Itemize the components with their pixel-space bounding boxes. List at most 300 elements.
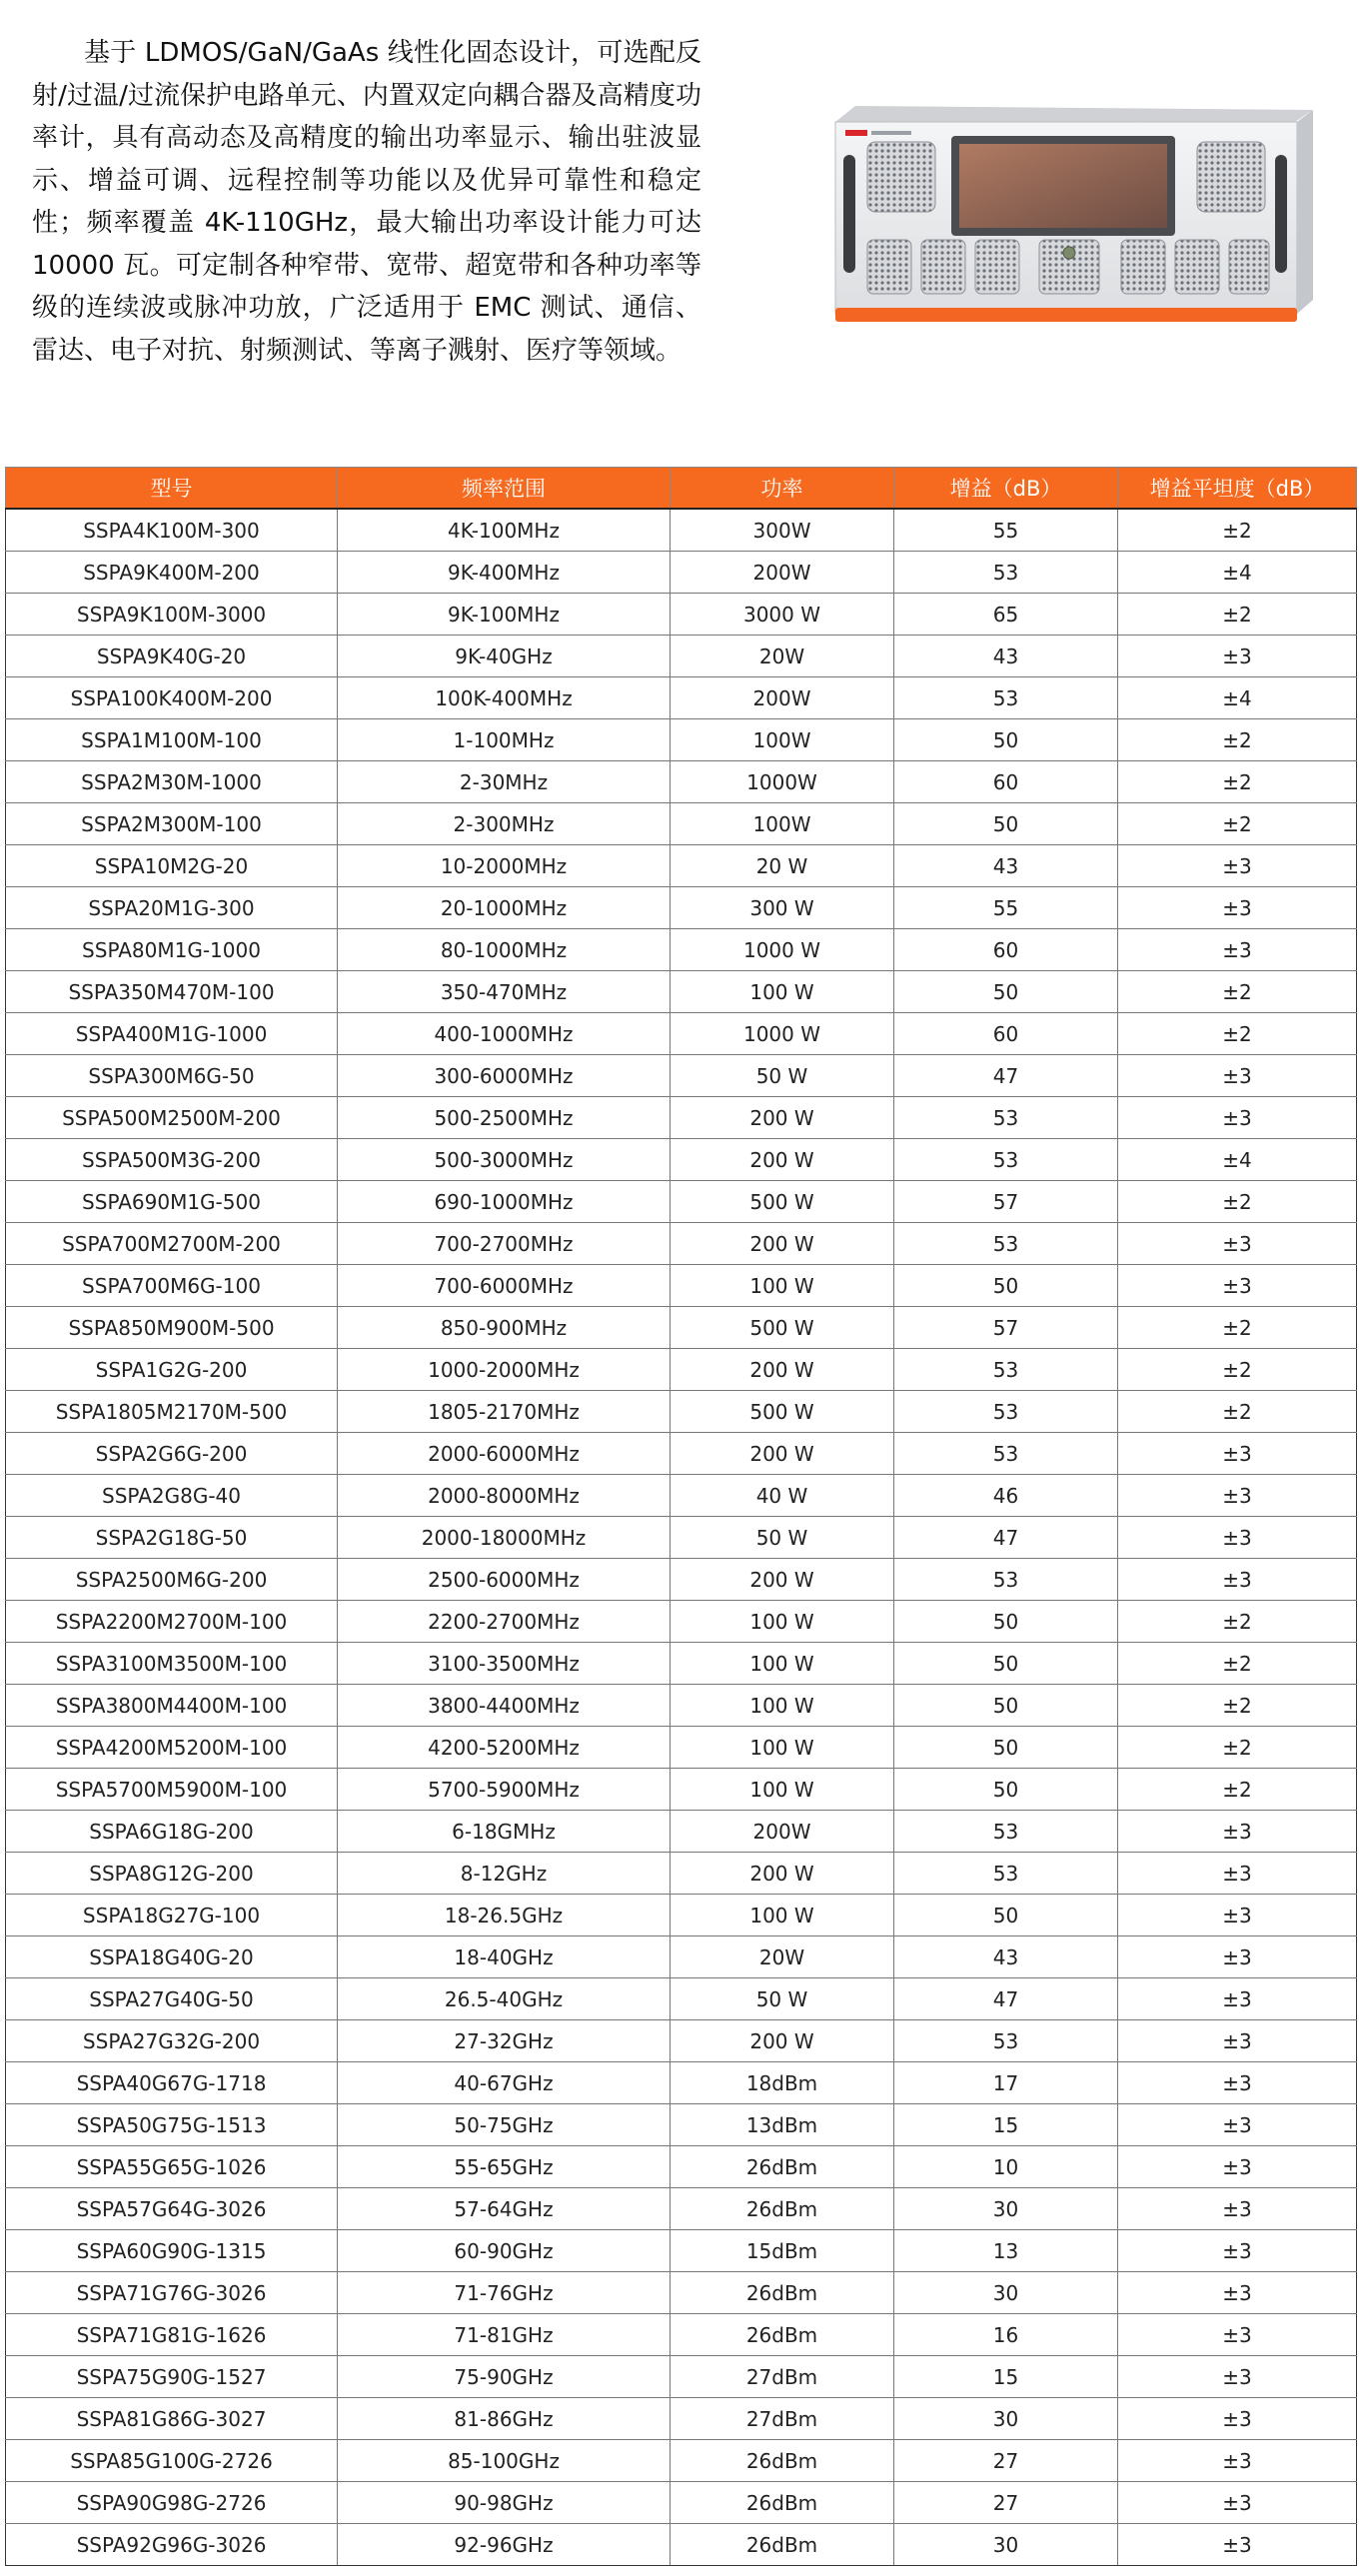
cell-gain: 27 — [894, 2482, 1118, 2524]
cell-frequency-range: 85-100GHz — [338, 2440, 671, 2482]
chassis-top — [835, 106, 1313, 122]
cell-gain: 50 — [894, 1727, 1118, 1769]
cell-gain-flatness: ±2 — [1118, 509, 1357, 552]
cell-gain-flatness: ±2 — [1118, 1643, 1357, 1685]
cell-gain: 50 — [894, 1265, 1118, 1307]
cell-gain: 13 — [894, 2230, 1118, 2272]
table-body — [6, 509, 1357, 2566]
cell-gain-flatness: ±3 — [1118, 2398, 1357, 2440]
table-row — [6, 2272, 1357, 2314]
amplifier-chassis-image — [825, 100, 1315, 330]
product-spec-table — [5, 467, 1357, 2566]
table-row — [6, 509, 1357, 552]
cell-power: 100 W — [671, 1769, 894, 1811]
cell-power: 200W — [671, 552, 894, 594]
table-row — [6, 803, 1357, 845]
cell-model: SSPA850M900M-500 — [6, 1307, 338, 1349]
cell-gain-flatness: ±2 — [1118, 594, 1357, 636]
cell-power: 100W — [671, 803, 894, 845]
cell-gain: 50 — [894, 803, 1118, 845]
table-row — [6, 1685, 1357, 1727]
cell-power: 26dBm — [671, 2188, 894, 2230]
cell-gain: 30 — [894, 2188, 1118, 2230]
cell-model: SSPA18G40G-20 — [6, 1936, 338, 1978]
cell-model: SSPA90G98G-2726 — [6, 2482, 338, 2524]
cell-power: 100 W — [671, 1601, 894, 1643]
cell-model: SSPA5700M5900M-100 — [6, 1769, 338, 1811]
table-row — [6, 1853, 1357, 1895]
cell-gain-flatness: ±3 — [1118, 1895, 1357, 1936]
cell-gain-flatness: ±3 — [1118, 2146, 1357, 2188]
table-row — [6, 719, 1357, 761]
cell-gain-flatness: ±2 — [1118, 803, 1357, 845]
cell-gain: 27 — [894, 2440, 1118, 2482]
cell-gain-flatness: ±3 — [1118, 1475, 1357, 1517]
cell-gain: 60 — [894, 929, 1118, 971]
cell-frequency-range: 71-81GHz — [338, 2314, 671, 2356]
table-row — [6, 2398, 1357, 2440]
vent-grille — [1197, 142, 1265, 212]
cell-model: SSPA27G40G-50 — [6, 1978, 338, 2020]
cell-power: 50 W — [671, 1978, 894, 2020]
table-row — [6, 2230, 1357, 2272]
cell-power: 26dBm — [671, 2146, 894, 2188]
table-row — [6, 1936, 1357, 1978]
cell-gain: 53 — [894, 552, 1118, 594]
table-row — [6, 1811, 1357, 1853]
cell-frequency-range: 2-300MHz — [338, 803, 671, 845]
table-row — [6, 971, 1357, 1013]
cell-gain-flatness: ±3 — [1118, 887, 1357, 929]
cell-gain-flatness: ±3 — [1118, 845, 1357, 887]
table-row — [6, 2188, 1357, 2230]
cell-model: SSPA50G75G-1513 — [6, 2104, 338, 2146]
cell-frequency-range: 2200-2700MHz — [338, 1601, 671, 1643]
cell-gain-flatness: ±3 — [1118, 2482, 1357, 2524]
cell-frequency-range: 27-32GHz — [338, 2020, 671, 2062]
table-row — [6, 1978, 1357, 2020]
cell-frequency-range: 9K-40GHz — [338, 636, 671, 677]
cell-model: SSPA18G27G-100 — [6, 1895, 338, 1936]
cell-gain: 53 — [894, 1391, 1118, 1433]
cell-gain: 55 — [894, 509, 1118, 552]
table-row — [6, 594, 1357, 636]
cell-model: SSPA2500M6G-200 — [6, 1559, 338, 1601]
cell-gain-flatness: ±3 — [1118, 1055, 1357, 1097]
cell-power: 100 W — [671, 1895, 894, 1936]
cell-gain-flatness: ±2 — [1118, 1349, 1357, 1391]
cell-gain-flatness: ±3 — [1118, 2524, 1357, 2566]
cell-gain: 50 — [894, 1895, 1118, 1936]
table-row — [6, 677, 1357, 719]
table-row — [6, 2062, 1357, 2104]
cell-power: 500 W — [671, 1307, 894, 1349]
cell-gain-flatness: ±3 — [1118, 1097, 1357, 1139]
cell-gain: 47 — [894, 1055, 1118, 1097]
cell-power: 26dBm — [671, 2482, 894, 2524]
cell-model: SSPA1805M2170M-500 — [6, 1391, 338, 1433]
cell-power: 500 W — [671, 1391, 894, 1433]
cell-gain-flatness: ±2 — [1118, 1013, 1357, 1055]
cell-power: 100 W — [671, 1265, 894, 1307]
cell-model: SSPA1G2G-200 — [6, 1349, 338, 1391]
cell-frequency-range: 60-90GHz — [338, 2230, 671, 2272]
cell-frequency-range: 700-2700MHz — [338, 1223, 671, 1265]
vent-grille — [1229, 240, 1269, 294]
vent-grille — [1121, 240, 1165, 294]
cell-gain-flatness: ±3 — [1118, 1517, 1357, 1559]
cell-frequency-range: 4200-5200MHz — [338, 1727, 671, 1769]
cell-frequency-range: 4K-100MHz — [338, 509, 671, 552]
cell-frequency-range: 50-75GHz — [338, 2104, 671, 2146]
cell-gain-flatness: ±3 — [1118, 1853, 1357, 1895]
cell-model: SSPA71G81G-1626 — [6, 2314, 338, 2356]
cell-gain-flatness: ±4 — [1118, 677, 1357, 719]
table-header-row — [6, 468, 1357, 510]
cell-gain-flatness: ±3 — [1118, 2230, 1357, 2272]
cell-frequency-range: 40-67GHz — [338, 2062, 671, 2104]
cell-gain: 53 — [894, 1223, 1118, 1265]
cell-gain-flatness: ±4 — [1118, 552, 1357, 594]
brand-logo — [845, 130, 867, 136]
cell-gain: 17 — [894, 2062, 1118, 2104]
table-row — [6, 1433, 1357, 1475]
cell-frequency-range: 850-900MHz — [338, 1307, 671, 1349]
cell-gain: 50 — [894, 1643, 1118, 1685]
cell-frequency-range: 400-1000MHz — [338, 1013, 671, 1055]
lcd-screen — [959, 144, 1167, 228]
cell-gain-flatness: ±3 — [1118, 1559, 1357, 1601]
cell-frequency-range: 55-65GHz — [338, 2146, 671, 2188]
cell-power: 18dBm — [671, 2062, 894, 2104]
cell-model: SSPA9K400M-200 — [6, 552, 338, 594]
cell-model: SSPA8G12G-200 — [6, 1853, 338, 1895]
cell-power: 100 W — [671, 1727, 894, 1769]
header-gain-flatness: 增益平坦度（dB） — [1118, 468, 1357, 510]
cell-gain: 53 — [894, 1097, 1118, 1139]
cell-gain: 50 — [894, 971, 1118, 1013]
cell-model: SSPA80M1G-1000 — [6, 929, 338, 971]
cell-gain: 53 — [894, 677, 1118, 719]
cell-model: SSPA300M6G-50 — [6, 1055, 338, 1097]
table-row — [6, 1769, 1357, 1811]
cell-power: 26dBm — [671, 2314, 894, 2356]
table-row — [6, 1265, 1357, 1307]
cell-gain-flatness: ±3 — [1118, 636, 1357, 677]
cell-model: SSPA92G96G-3026 — [6, 2524, 338, 2566]
cell-model: SSPA57G64G-3026 — [6, 2188, 338, 2230]
cell-frequency-range: 1000-2000MHz — [338, 1349, 671, 1391]
cell-power: 1000 W — [671, 929, 894, 971]
header-frequency-range: 频率范围 — [338, 468, 671, 510]
cell-power: 300 W — [671, 887, 894, 929]
cell-gain: 50 — [894, 1685, 1118, 1727]
cell-frequency-range: 2000-8000MHz — [338, 1475, 671, 1517]
cell-gain: 46 — [894, 1475, 1118, 1517]
cell-power: 200 W — [671, 1139, 894, 1181]
cell-model: SSPA85G100G-2726 — [6, 2440, 338, 2482]
cell-gain-flatness: ±2 — [1118, 1769, 1357, 1811]
left-handle — [843, 155, 855, 273]
cell-model: SSPA500M2500M-200 — [6, 1097, 338, 1139]
cell-gain-flatness: ±3 — [1118, 2020, 1357, 2062]
cell-model: SSPA6G18G-200 — [6, 1811, 338, 1853]
cell-gain: 30 — [894, 2272, 1118, 2314]
table-row — [6, 845, 1357, 887]
cell-power: 100 W — [671, 1643, 894, 1685]
cell-frequency-range: 3100-3500MHz — [338, 1643, 671, 1685]
cell-gain: 53 — [894, 1139, 1118, 1181]
cell-gain: 53 — [894, 1811, 1118, 1853]
cell-gain: 43 — [894, 636, 1118, 677]
product-description: 基于 LDMOS/GaN/GaAs 线性化固态设计，可选配反射/过温/过流保护电路单元、内置双定向耦合器及高精度功率计，具有高动态及高精度的输出功率显示、输出驻波显示、增益可调、远程控制等功能以及优异可靠性和稳定性；频率覆盖 4K-110GHz，最大输出功率设计能力可达 10000 瓦。可定制各种窄带、宽带、超宽带和各种功率等级的连续波或脉冲功放，广泛适用于 EMC 测试、通信、雷达、电子对抗、射频测试、等离子溅射、医疗等领域。 — [32, 38, 701, 366]
cell-gain: 50 — [894, 1601, 1118, 1643]
cell-frequency-range: 100K-400MHz — [338, 677, 671, 719]
cell-gain: 43 — [894, 1936, 1118, 1978]
cell-power: 20 W — [671, 845, 894, 887]
cell-model: SSPA4200M5200M-100 — [6, 1727, 338, 1769]
table-row — [6, 2482, 1357, 2524]
table-row — [6, 552, 1357, 594]
cell-frequency-range: 500-3000MHz — [338, 1139, 671, 1181]
cell-model: SSPA2G8G-40 — [6, 1475, 338, 1517]
cell-power: 1000 W — [671, 1013, 894, 1055]
cell-frequency-range: 9K-100MHz — [338, 594, 671, 636]
cell-power: 13dBm — [671, 2104, 894, 2146]
cell-model: SSPA75G90G-1527 — [6, 2356, 338, 2398]
cell-gain: 43 — [894, 845, 1118, 887]
cell-power: 26dBm — [671, 2272, 894, 2314]
table-row — [6, 1643, 1357, 1685]
table-row — [6, 636, 1357, 677]
cell-frequency-range: 26.5-40GHz — [338, 1978, 671, 2020]
cell-gain: 15 — [894, 2104, 1118, 2146]
cell-gain: 60 — [894, 1013, 1118, 1055]
vent-grille — [1175, 240, 1219, 294]
cell-power: 200W — [671, 1811, 894, 1853]
cell-frequency-range: 690-1000MHz — [338, 1181, 671, 1223]
cell-model: SSPA40G67G-1718 — [6, 2062, 338, 2104]
vent-grille — [975, 240, 1019, 294]
table-row — [6, 2314, 1357, 2356]
cell-power: 3000 W — [671, 594, 894, 636]
cell-gain: 53 — [894, 2020, 1118, 2062]
cell-frequency-range: 90-98GHz — [338, 2482, 671, 2524]
vent-grille — [867, 142, 935, 212]
cell-gain-flatness: ±2 — [1118, 1685, 1357, 1727]
cell-power: 100 W — [671, 971, 894, 1013]
cell-frequency-range: 20-1000MHz — [338, 887, 671, 929]
cell-model: SSPA81G86G-3027 — [6, 2398, 338, 2440]
cell-model: SSPA20M1G-300 — [6, 887, 338, 929]
cell-model: SSPA690M1G-500 — [6, 1181, 338, 1223]
table-row — [6, 2020, 1357, 2062]
cell-gain: 50 — [894, 719, 1118, 761]
cell-gain-flatness: ±4 — [1118, 1139, 1357, 1181]
header-model: 型号 — [6, 468, 338, 510]
cell-power: 200W — [671, 677, 894, 719]
cell-model: SSPA400M1G-1000 — [6, 1013, 338, 1055]
cell-gain-flatness: ±3 — [1118, 2356, 1357, 2398]
table-row — [6, 1391, 1357, 1433]
cell-power: 1000W — [671, 761, 894, 803]
cell-gain: 53 — [894, 1853, 1118, 1895]
cell-power: 200 W — [671, 1349, 894, 1391]
cell-frequency-range: 8-12GHz — [338, 1853, 671, 1895]
cell-model: SSPA100K400M-200 — [6, 677, 338, 719]
cell-gain: 53 — [894, 1349, 1118, 1391]
cell-gain-flatness: ±2 — [1118, 1391, 1357, 1433]
cell-frequency-range: 92-96GHz — [338, 2524, 671, 2566]
cell-frequency-range: 81-86GHz — [338, 2398, 671, 2440]
table-row — [6, 1517, 1357, 1559]
table-row — [6, 1013, 1357, 1055]
table-row — [6, 1181, 1357, 1223]
cell-frequency-range: 18-26.5GHz — [338, 1895, 671, 1936]
cell-gain-flatness: ±3 — [1118, 2272, 1357, 2314]
cell-model: SSPA3100M3500M-100 — [6, 1643, 338, 1685]
table-row — [6, 1475, 1357, 1517]
table-row — [6, 1223, 1357, 1265]
header-gain: 增益（dB） — [894, 468, 1118, 510]
cell-frequency-range: 1-100MHz — [338, 719, 671, 761]
cell-model: SSPA1M100M-100 — [6, 719, 338, 761]
cell-model: SSPA2G18G-50 — [6, 1517, 338, 1559]
cell-model: SSPA60G90G-1315 — [6, 2230, 338, 2272]
cell-gain-flatness: ±3 — [1118, 1936, 1357, 1978]
table-row — [6, 1727, 1357, 1769]
cell-frequency-range: 57-64GHz — [338, 2188, 671, 2230]
table-row — [6, 2356, 1357, 2398]
cell-gain-flatness: ±3 — [1118, 2314, 1357, 2356]
cell-power: 200 W — [671, 1853, 894, 1895]
cell-power: 20W — [671, 1936, 894, 1978]
cell-gain: 53 — [894, 1559, 1118, 1601]
cell-gain: 57 — [894, 1181, 1118, 1223]
cell-frequency-range: 18-40GHz — [338, 1936, 671, 1978]
table-row — [6, 1601, 1357, 1643]
vent-grille — [867, 240, 911, 294]
cell-power: 200 W — [671, 1559, 894, 1601]
cell-power: 26dBm — [671, 2524, 894, 2566]
cell-model: SSPA55G65G-1026 — [6, 2146, 338, 2188]
cell-frequency-range: 300-6000MHz — [338, 1055, 671, 1097]
table-row — [6, 2524, 1357, 2566]
cell-gain-flatness: ±2 — [1118, 1601, 1357, 1643]
cell-frequency-range: 9K-400MHz — [338, 552, 671, 594]
cell-model: SSPA9K40G-20 — [6, 636, 338, 677]
cell-frequency-range: 80-1000MHz — [338, 929, 671, 971]
cell-gain: 50 — [894, 1769, 1118, 1811]
table-row — [6, 1097, 1357, 1139]
cell-gain-flatness: ±2 — [1118, 1727, 1357, 1769]
cell-power: 50 W — [671, 1517, 894, 1559]
table-row — [6, 2104, 1357, 2146]
cell-gain-flatness: ±3 — [1118, 1223, 1357, 1265]
power-button-icon — [1063, 247, 1075, 259]
cell-model: SSPA9K100M-3000 — [6, 594, 338, 636]
cell-gain: 16 — [894, 2314, 1118, 2356]
cell-gain: 60 — [894, 761, 1118, 803]
cell-gain-flatness: ±3 — [1118, 1811, 1357, 1853]
cell-power: 500 W — [671, 1181, 894, 1223]
cell-power: 27dBm — [671, 2356, 894, 2398]
cell-power: 15dBm — [671, 2230, 894, 2272]
cell-gain: 53 — [894, 1433, 1118, 1475]
cell-frequency-range: 2500-6000MHz — [338, 1559, 671, 1601]
cell-model: SSPA27G32G-200 — [6, 2020, 338, 2062]
cell-frequency-range: 500-2500MHz — [338, 1097, 671, 1139]
cell-gain-flatness: ±3 — [1118, 2062, 1357, 2104]
cell-gain: 65 — [894, 594, 1118, 636]
cell-model: SSPA700M6G-100 — [6, 1265, 338, 1307]
cell-gain: 10 — [894, 2146, 1118, 2188]
table-row — [6, 1895, 1357, 1936]
cell-model: SSPA2M30M-1000 — [6, 761, 338, 803]
chassis-orange-base — [835, 308, 1297, 322]
cell-gain: 30 — [894, 2524, 1118, 2566]
table-row — [6, 1055, 1357, 1097]
cell-model: SSPA3800M4400M-100 — [6, 1685, 338, 1727]
cell-model: SSPA350M470M-100 — [6, 971, 338, 1013]
cell-frequency-range: 5700-5900MHz — [338, 1769, 671, 1811]
cell-gain: 30 — [894, 2398, 1118, 2440]
cell-model: SSPA2G6G-200 — [6, 1433, 338, 1475]
product-table-container — [5, 467, 1356, 2566]
cell-gain: 47 — [894, 1978, 1118, 2020]
cell-frequency-range: 700-6000MHz — [338, 1265, 671, 1307]
cell-gain: 15 — [894, 2356, 1118, 2398]
cell-gain: 55 — [894, 887, 1118, 929]
cell-model: SSPA10M2G-20 — [6, 845, 338, 887]
cell-frequency-range: 2000-6000MHz — [338, 1433, 671, 1475]
cell-power: 100W — [671, 719, 894, 761]
cell-frequency-range: 10-2000MHz — [338, 845, 671, 887]
cell-frequency-range: 71-76GHz — [338, 2272, 671, 2314]
cell-power: 200 W — [671, 2020, 894, 2062]
table-row — [6, 1139, 1357, 1181]
vent-grille — [921, 240, 965, 294]
cell-gain-flatness: ±2 — [1118, 1181, 1357, 1223]
cell-gain-flatness: ±2 — [1118, 761, 1357, 803]
cell-frequency-range: 75-90GHz — [338, 2356, 671, 2398]
cell-gain-flatness: ±2 — [1118, 971, 1357, 1013]
table-row — [6, 1349, 1357, 1391]
table-row — [6, 929, 1357, 971]
table-row — [6, 1307, 1357, 1349]
table-row — [6, 887, 1357, 929]
cell-frequency-range: 350-470MHz — [338, 971, 671, 1013]
table-row — [6, 2146, 1357, 2188]
cell-frequency-range: 6-18GMHz — [338, 1811, 671, 1853]
cell-gain-flatness: ±3 — [1118, 2104, 1357, 2146]
cell-gain: 47 — [894, 1517, 1118, 1559]
cell-power: 200 W — [671, 1433, 894, 1475]
cell-frequency-range: 2000-18000MHz — [338, 1517, 671, 1559]
cell-model: SSPA2M300M-100 — [6, 803, 338, 845]
cell-power: 100 W — [671, 1685, 894, 1727]
cell-gain-flatness: ±3 — [1118, 2440, 1357, 2482]
cell-gain-flatness: ±3 — [1118, 1433, 1357, 1475]
cell-gain-flatness: ±2 — [1118, 719, 1357, 761]
cell-power: 200 W — [671, 1097, 894, 1139]
right-handle — [1275, 155, 1287, 273]
cell-gain-flatness: ±3 — [1118, 1978, 1357, 2020]
cell-gain-flatness: ±3 — [1118, 2188, 1357, 2230]
cell-power: 40 W — [671, 1475, 894, 1517]
cell-model: SSPA700M2700M-200 — [6, 1223, 338, 1265]
table-row — [6, 1559, 1357, 1601]
